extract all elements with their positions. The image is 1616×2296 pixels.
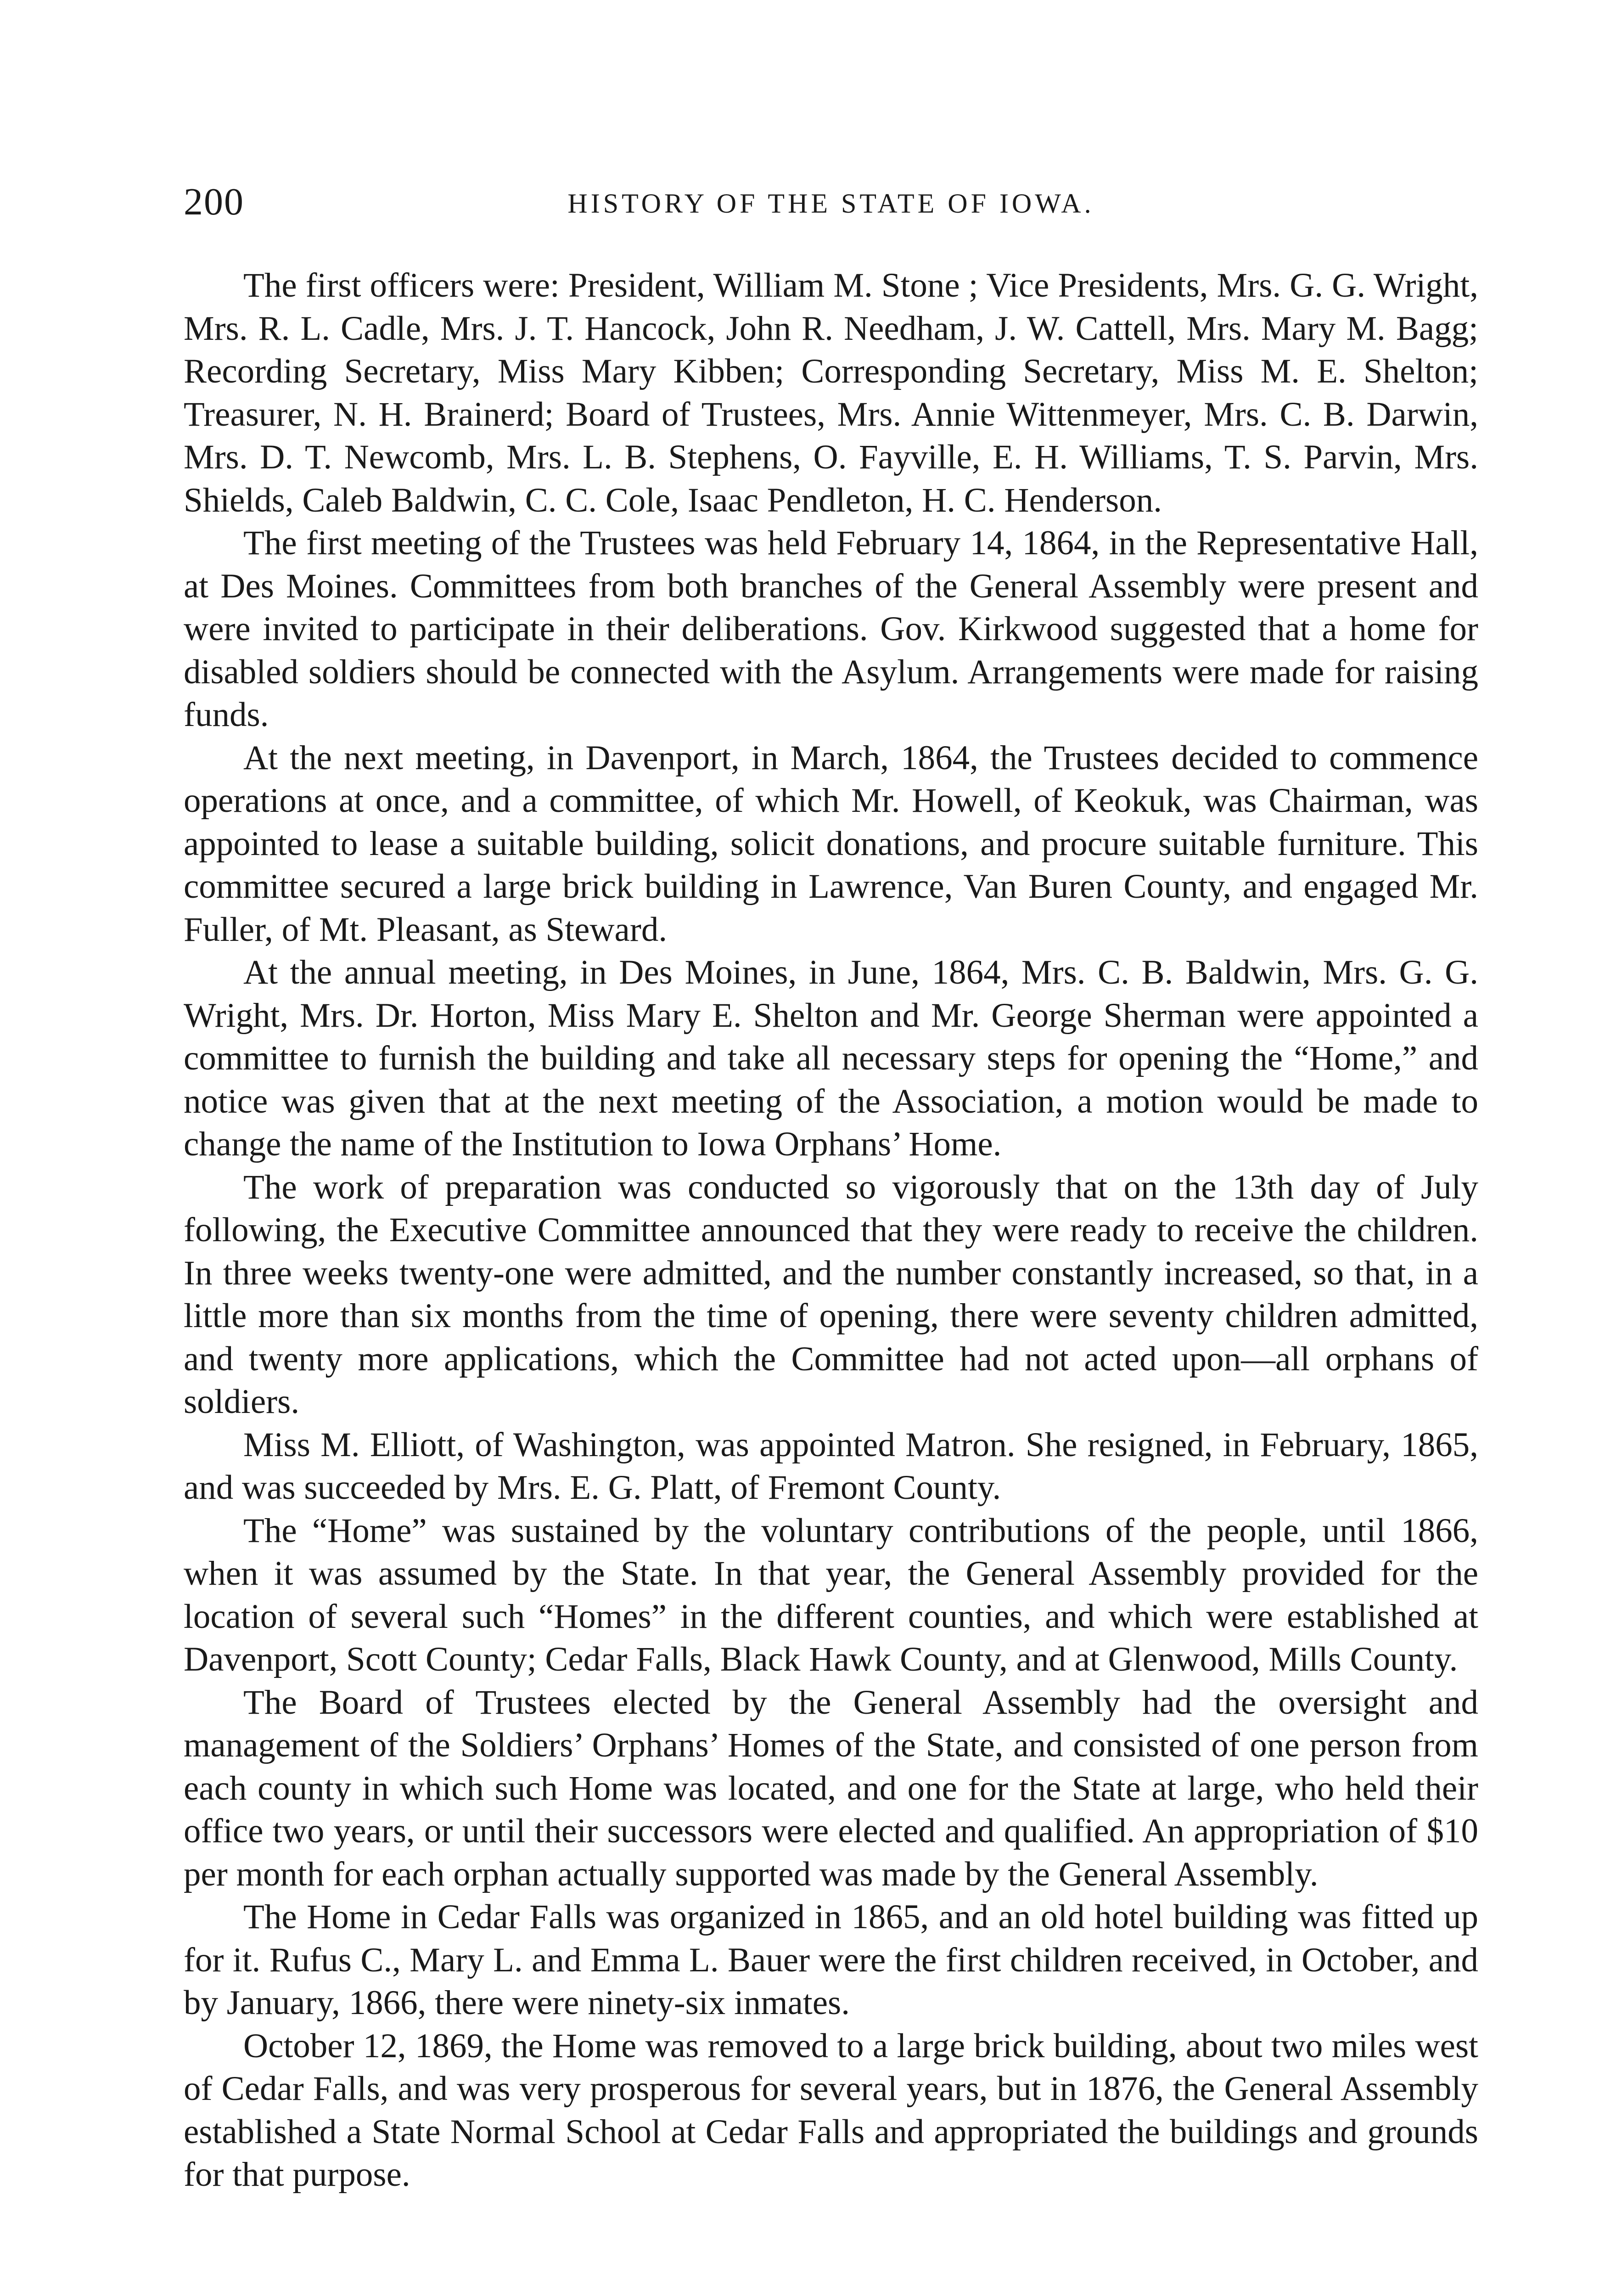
running-title: HISTORY OF THE STATE OF IOWA. [567,188,1094,219]
body-text [184,264,1478,2196]
paragraph-matron: Miss M. Elliott, of Washington, was appointed Matron. She resigned, in February, 1865, and was succeeded by Mrs. E. G. Platt, of Fremont County. [184,1425,1478,1507]
paragraph-annual-meeting: At the annual meeting, in Des Moines, in June, 1864, Mrs. C. B. Baldwin, Mrs. G. G. Wright, Mrs. Dr. Horton, Miss Mary E. Shelton and Mr. George Sherman were appointed a committee to furnish the building and take all necessary steps for opening the “Home,” and notice was given that at the next meeting of the Association, a motion would be made to change the name of the Institution to Iowa Orphans’ Home. [184,953,1478,1163]
paragraph-preparation: The work of preparation was conducted so vigorously that on the 13th day of July following, the Executive Committee announced that they were ready to receive the children. In three weeks twenty-one were admitted, and the number constantly increased, so that, in a little more than six months from the time of opening, there were seventy children admitted, and twenty more applications, which the Committee had not acted upon—all orphans of soldiers. [184,1168,1478,1421]
paragraph-first-meeting: The first meeting of the Trustees was held February 14, 1864, in the Representative Hall, at Des Moines. Committees from both branches of the General Assembly were present and were invited to participate in their deliberations. Gov. Kirkwood suggested that a home for disabled soldiers should be connected with the Asylum. Arrangements were made for raising funds. [184,524,1478,734]
paragraph-home-sustained: The “Home” was sustained by the voluntary contributions of the people, until 1866, when it was assumed by the State. In that year, the General Assembly provided for the location of several such “Homes” in the different counties, and which were established at Davenport, Scott County; Cedar Falls, Black Hawk County, and at Glenwood, Mills County. [184,1511,1478,1678]
paragraph-davenport-meeting: At the next meeting, in Davenport, in March, 1864, the Trustees decided to commence operations at once, and a committee, of which Mr. Howell, of Keokuk, was Chairman, was appointed to lease a suitable building, solicit donations, and procure suitable furniture. This committee secured a large brick building in Lawrence, Van Buren County, and engaged Mr. Fuller, of Mt. Pleasant, as Steward. [184,738,1478,949]
paragraph-first-officers: The first officers were: President, William M. Stone ; Vice Presidents, Mrs. G. G. Wright, Mrs. R. L. Cadle, Mrs. J. T. Hancock, John R. Needham, J. W. Cattell, Mrs. Mary M. Bagg; Recording Secretary, Miss Mary Kibben; Corresponding Secretary, Miss M. E. Shelton; Treasurer, N. H. Brainerd; Board of Trustees, Mrs. Annie Wittenmeyer, Mrs. C. B. Darwin, Mrs. D. T. Newcomb, Mrs. L. B. Stephens, O. Fayville, E. H. Williams, T. S. Parvin, Mrs. Shields, Caleb Baldwin, C. C. Cole, Isaac Pendleton, H. C. Henderson. [184,266,1478,519]
paragraph-cedar-falls-home: The Home in Cedar Falls was organized in 1865, and an old hotel building was fitted up for it. Rufus C., Mary L. and Emma L. Bauer were the first children received, in October, and by January, 1866, there were ninety-six inmates. [184,1898,1478,2022]
running-head [184,177,1478,227]
paragraph-board-of-trustees: The Board of Trustees elected by the General Assembly had the oversight and management of the Soldiers’ Orphans’ Homes of the State, and consisted of one person from each county in which such Home was located, and one for the State at large, who held their office two years, or until their successors were elected and qualified. An appropriation of $10 per month for each orphan actually supported was made by the General Assembly. [184,1683,1478,1893]
paragraph-home-removed: October 12, 1869, the Home was removed to a large brick building, about two miles west of Cedar Falls, and was very prosperous for several years, but in 1876, the General Assembly established a State Normal School at Cedar Falls and appropriated the buildings and grounds for that purpose. [184,2026,1478,2194]
page-number: 200 [184,180,244,223]
